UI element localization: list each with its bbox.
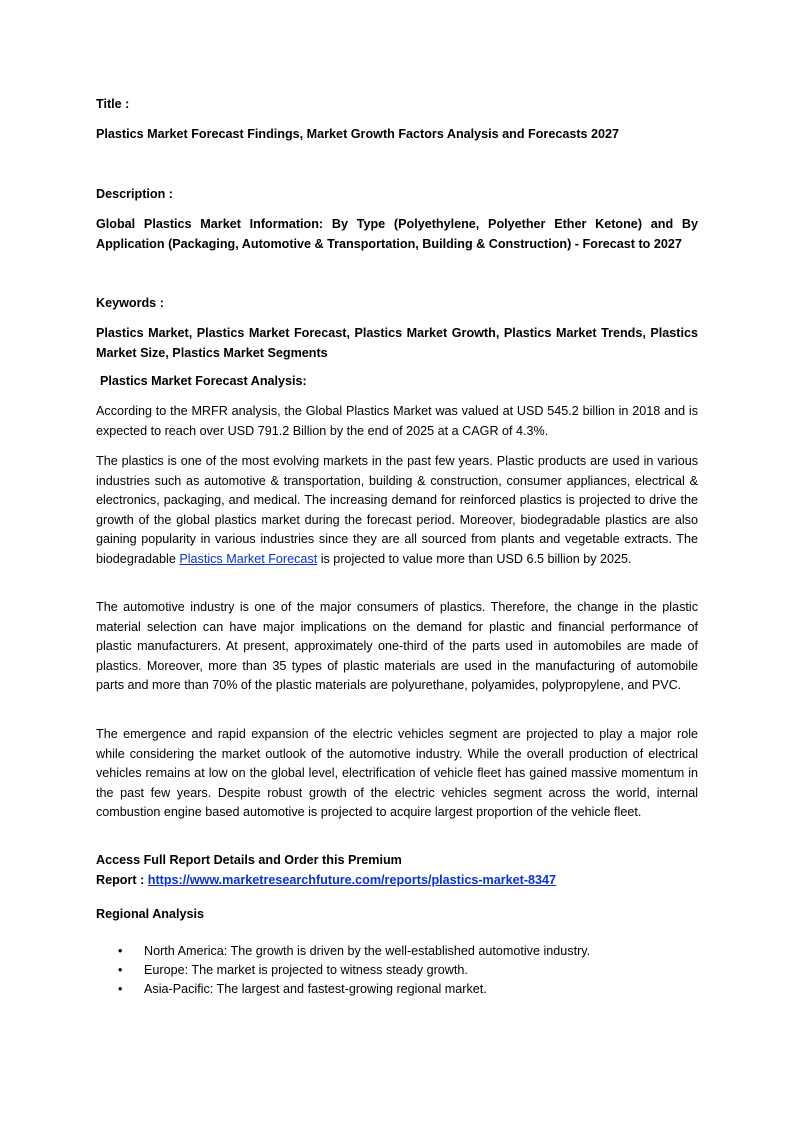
region-text: Asia-Pacific: The largest and fastest-growing regional market. bbox=[144, 982, 487, 996]
analysis-heading: Plastics Market Forecast Analysis: bbox=[100, 374, 307, 388]
list-item bbox=[96, 961, 698, 980]
report-prefix: Report : bbox=[96, 872, 148, 887]
regional-heading: Regional Analysis bbox=[96, 907, 205, 921]
paragraph-electric-vehicles: The emergence and rapid expansion of the electric vehicles segment are projected to play a major role while considering the market outlook of the automotive industry. While the overall production of electrical vehicles remains at low on the global level, electrification of vehicle fleet has gained massive momentum in the past few years. Despite robust growth of the electric vehicles segment across the world, internal combustion engine based automotive is projected to acquire largest proportion of the vehicle fleet. bbox=[96, 727, 698, 819]
paragraph-automotive: The automotive industry is one of the major consumers of plastics. Therefore, the change in the plastic material selection can have major implications on the demand for plastic and financial performance of plastic manufacturers. At present, approximately one-third of the parts used in automobiles are made of plastics. Moreover, more than 35 types of plastic materials are used in the manufacturing of automobile parts and more than 70% of the plastic materials are polyurethane, polyamides, polypropylene, and PVC. bbox=[96, 600, 698, 692]
plastics-market-forecast-link[interactable]: Plastics Market Forecast bbox=[179, 551, 318, 566]
paragraph-plastics-overview bbox=[96, 452, 698, 569]
paragraph-text: is projected to value more than USD 6.5 billion by 2025. bbox=[317, 551, 632, 566]
list-item bbox=[96, 980, 698, 999]
description-text: Global Plastics Market Information: By Type (Polyethylene, Polyether Ether Ketone) and By Application (Packaging, Automotive & Transportation, Building & Construction) - Forecast to 2027 bbox=[96, 217, 698, 251]
regions-list bbox=[96, 942, 698, 999]
paragraph-market-value: According to the MRFR analysis, the Global Plastics Market was valued at USD 545.2 billion in 2018 and is expected to reach over USD 791.2 Billion by the end of 2025 at a CAGR of 4.3%. bbox=[96, 404, 698, 438]
description-label: Description : bbox=[96, 187, 173, 201]
access-line-2 bbox=[96, 871, 698, 891]
report-url-link[interactable]: https://www.marketresearchfuture.com/reports/plastics-market-8347 bbox=[147, 872, 557, 887]
list-item bbox=[96, 942, 698, 961]
keywords-label: Keywords : bbox=[96, 296, 164, 310]
region-text: Europe: The market is projected to witness steady growth. bbox=[144, 963, 468, 977]
region-text: North America: The growth is driven by the well-established automotive industry. bbox=[144, 944, 591, 958]
bullet-icon: • bbox=[118, 982, 123, 996]
keywords-text: Plastics Market, Plastics Market Forecast, Plastics Market Growth, Plastics Market Trends, Plastics Market Size, Plastics Market Segments bbox=[96, 326, 698, 360]
access-report bbox=[96, 851, 698, 890]
paragraph-text: The plastics is one of the most evolving markets in the past few years. Plastic products are used in various industries such as automotive & transportation, building & construction, consumer appliances, electrical & electronics, packaging, and medical. The increasing demand for reinforced plastics is projected to drive the growth of the global plastics market during the forecast period. Moreover, biodegradable plastics are also gaining popularity in various industries since they are all sourced from plants and vegetable extracts. The biodegradable bbox=[96, 454, 698, 566]
access-line: Access Full Report Details and Order this Premium bbox=[96, 853, 402, 867]
bullet-icon: • bbox=[118, 963, 123, 977]
document-title: Plastics Market Forecast Findings, Market Growth Factors Analysis and Forecasts 2027 bbox=[96, 127, 620, 141]
bullet-icon: • bbox=[118, 944, 123, 958]
title-label: Title : bbox=[96, 97, 130, 111]
